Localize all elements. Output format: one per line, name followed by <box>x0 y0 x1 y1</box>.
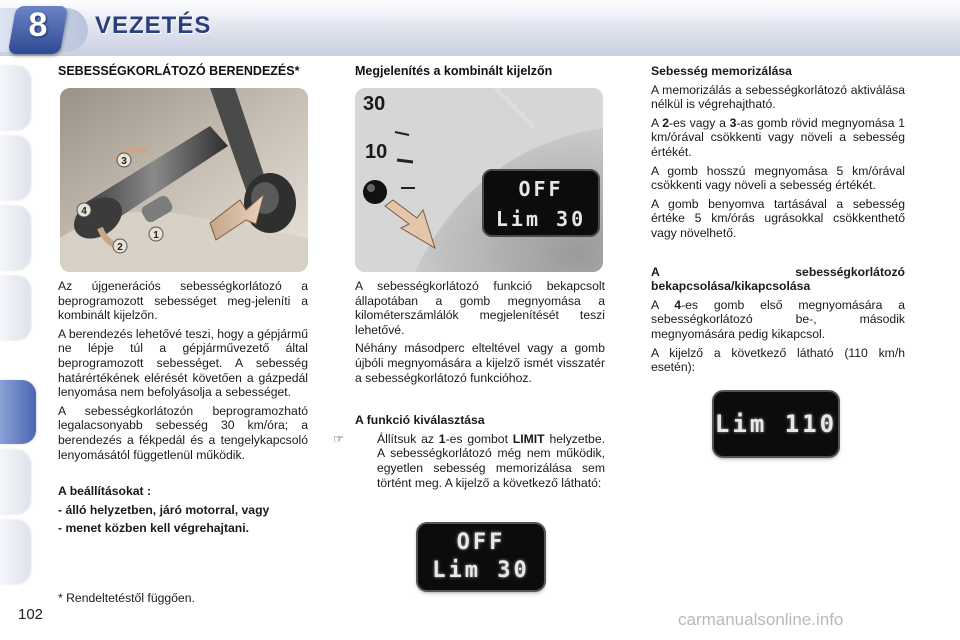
callout-4: 4 <box>81 206 87 217</box>
function-select-heading: A funkció kiválasztása <box>355 413 485 428</box>
side-tab-2[interactable] <box>0 136 30 200</box>
side-tab-1[interactable] <box>0 66 30 130</box>
instrument-illustration <box>355 88 603 272</box>
stalk-figure <box>60 88 308 272</box>
column-1-text <box>58 279 308 540</box>
footnote: * Rendeltetéstől függően. <box>58 591 195 605</box>
paragraph: Néhány másodperc elteltével vagy a gomb újbóli megnyomására a kijelző ismét visszatér a sebességkorlátozó funkcióhoz. <box>355 341 605 385</box>
lcd-display-off-lim30 <box>418 524 544 590</box>
lcd-line-off: OFF <box>518 177 564 201</box>
paragraph: A berendezés lehetővé teszi, hogy a gépjármű ne lépje túl a gépjárművezető által beprogramozott sebességet. A sebesség határértékének elérését követően a gázpedál lenyomása nem befolyásolja a sebességet. <box>58 326 309 400</box>
side-tab-7[interactable] <box>0 520 30 584</box>
callout-3: 3 <box>121 156 127 167</box>
watermark: carmanualsonline.info <box>678 610 844 629</box>
chapter-title: VEZETÉS <box>95 12 212 39</box>
column-3-text <box>651 64 905 379</box>
side-tab-active[interactable] <box>0 380 36 444</box>
settings-item-driving: - menet közben kell végrehajtani. <box>58 521 249 536</box>
section-heading-display: Megjelenítés a kombinált kijelzőn <box>355 64 553 78</box>
side-tab-4[interactable] <box>0 276 30 340</box>
lcd-line-limit: Lim 30 <box>432 558 530 583</box>
callout-1: 1 <box>153 230 159 241</box>
paragraph: A kijelző a következő látható (110 km/h esetén): <box>651 345 905 375</box>
side-tab-6[interactable] <box>0 450 30 514</box>
gauge-label-10: 10 <box>365 141 388 163</box>
paragraph: A memorizálás a sebességkorlátozó aktiválása nélkül is végrehajtható. <box>651 82 905 112</box>
paragraph: A sebességkorlátozó funkció bekapcsolt állapotában a gomb megnyomása a kilométerszámlálók megjelenítését teszi lehetővé. <box>355 279 605 337</box>
column-2-text <box>333 279 605 494</box>
stalk-illustration <box>60 88 308 272</box>
paragraph: Az újgenerációs sebességkorlátozó a beprogramozott sebességet meg-jeleníti a kombinált kijelzőn. <box>58 279 308 323</box>
paragraph: A gomb hosszú megnyomása 5 km/órával csökkenti vagy növeli a sebesség értékét. <box>651 163 905 193</box>
instrument-figure <box>355 88 603 272</box>
function-select-instruction: ☞ Állítsuk az 1-es gombot LIMIT helyzetbe. A sebességkorlátozó még nem működik, egyetlen sebesség memorizálása sem történt meg. A kijelző a következő látható: <box>333 431 605 490</box>
lcd-line-limit-110: Lim 110 <box>714 410 838 438</box>
page-number: 102 <box>18 606 44 623</box>
section-heading-speed-limiter: SEBESSÉGKORLÁTOZÓ BERENDEZÉS* <box>58 64 300 78</box>
chapter-number: 8 <box>28 6 48 44</box>
side-tab-3[interactable] <box>0 206 30 270</box>
pointing-hand-icon: ☞ <box>333 431 344 446</box>
lcd-line-off: OFF <box>456 530 506 555</box>
toggle-heading: A sebességkorlátozó bekapcsolása/kikapcsolása <box>651 264 905 294</box>
speed-memorize-heading: Sebesség memorizálása <box>651 64 792 78</box>
lcd-line-limit: Lim 30 <box>495 207 587 231</box>
paragraph: A 2-es vagy a 3-as gomb rövid megnyomása 1 km/órával csökkenti vagy növeli a sebesség értékét. <box>651 115 905 159</box>
gauge-label-30: 30 <box>363 93 386 115</box>
lcd-display-lim110 <box>714 392 838 456</box>
paragraph: A sebességkorlátozón beprogramozható legalacsonyabb sebesség 30 km/óra; a berendezés a fékpedál és a tengelykapcsoló lenyomásától függetlenül működik. <box>58 403 308 462</box>
settings-heading: A beállításokat : <box>58 484 152 499</box>
settings-item-stationary: - álló helyzetben, járó motorral, vagy <box>58 502 270 517</box>
paragraph: A 4-es gomb első megnyomására a sebességkorlátozó be-, második megnyomására pedig kikapcsol. <box>651 297 905 341</box>
callout-2: 2 <box>117 242 123 253</box>
paragraph: A gomb benyomva tartásával a sebesség értéke 5 km/órás ugrásokkal csökkenthető vagy növelhető. <box>651 196 905 240</box>
